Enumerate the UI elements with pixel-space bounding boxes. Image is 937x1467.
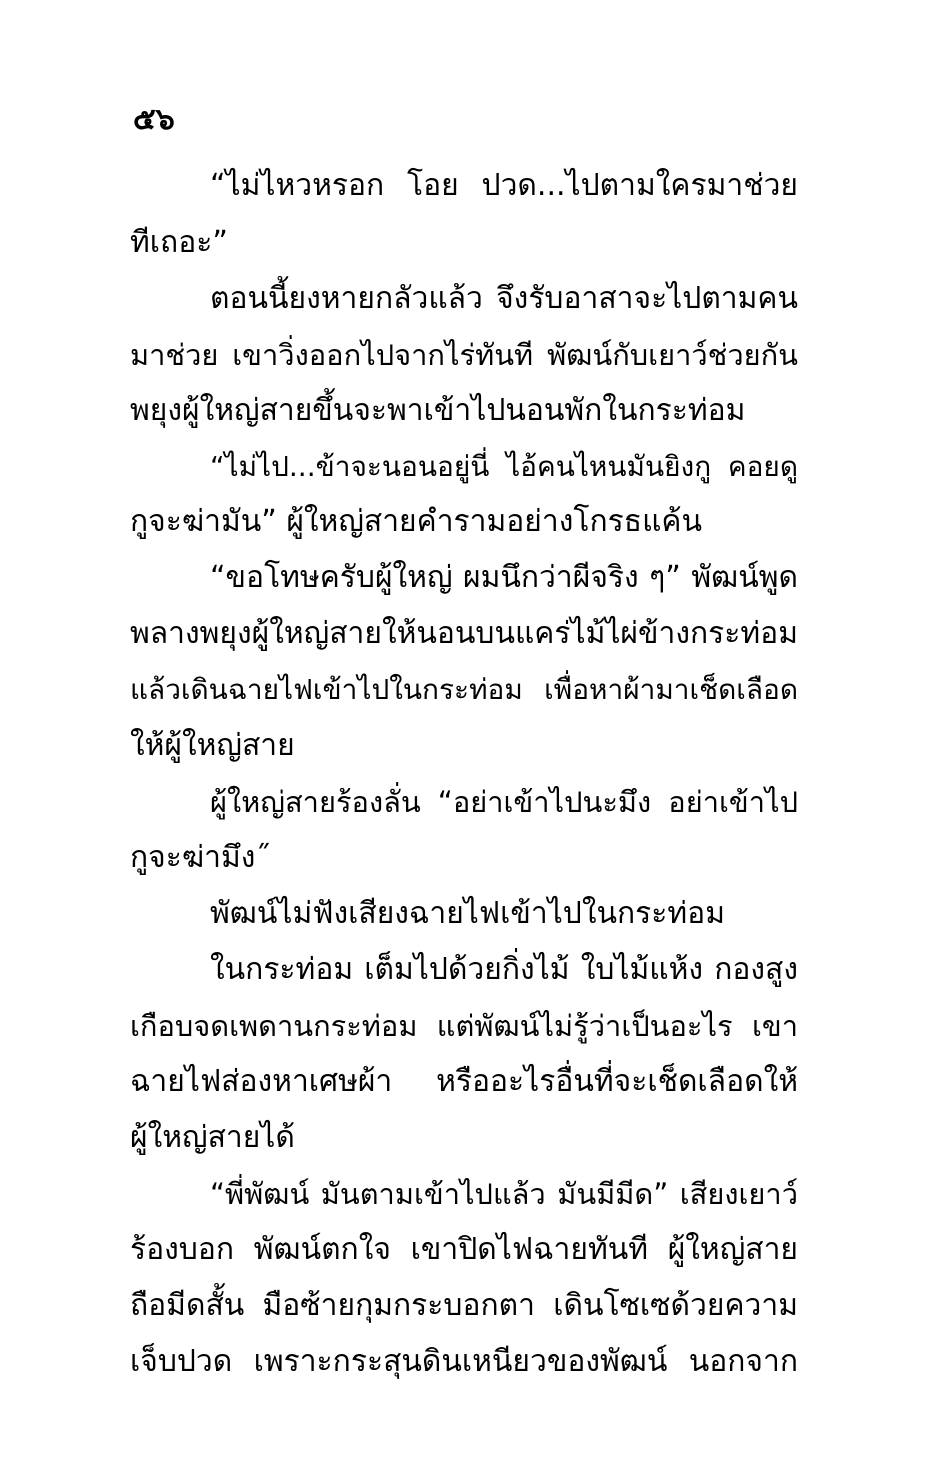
text-line: เจ็บปวด เพราะกระสุนดินเหนียวของพัฒน์ นอกจาก: [130, 1344, 798, 1379]
page-number: ๕๖: [133, 102, 175, 137]
text-line: พยุงผู้ใหญ่สายขึ้นจะพาเข้าไปนอนพักในกระท่อม: [130, 393, 746, 428]
text-line: ถือมีดสั้น มือซ้ายกุมกระบอกตา เดินโซเซด้วยความ: [130, 1288, 798, 1323]
text-line: ให้ผู้ใหญ่สาย: [130, 728, 295, 763]
text-line: พลางพยุงผู้ใหญ่สายให้นอนบนแคร่ไม้ไผ่ข้างกระท่อม: [130, 616, 798, 651]
text-line: กูจะฆ่ามัน” ผู้ใหญ่สายคำรามอย่างโกรธแค้น: [130, 504, 702, 539]
text-line: ผู้ใหญ่สายได้: [130, 1120, 295, 1155]
text-line: “ไม่ไหวหรอก โอย ปวด...ไปตามใครมาช่วย: [210, 168, 798, 203]
text-line: กูจะฆ่ามึง˝: [130, 840, 271, 875]
text-line: ในกระท่อม เต็มไปด้วยกิ่งไม้ ใบไม้แห้ง กองสูง: [210, 952, 798, 987]
text-line: “พี่พัฒน์ มันตามเข้าไปแล้ว มันมีมีด” เสียงเยาว์: [210, 1177, 798, 1211]
text-line: ผู้ใหญ่สายร้องลั่น “อย่าเข้าไปนะมึง อย่าเข้าไป: [210, 785, 798, 819]
text-line: พัฒน์ไม่ฟังเสียงฉายไฟเข้าไปในกระท่อม: [210, 896, 725, 931]
text-line: มาช่วย เขาวิ่งออกไปจากไร่ทันที พัฒน์กับเยาว์ช่วยกัน: [130, 338, 798, 372]
text-line: “ขอโทษครับผู้ใหญ่ ผมนึกว่าผีจริง ๆ” พัฒน์พูด: [210, 560, 798, 595]
text-line: เกือบจดเพดานกระท่อม แต่พัฒน์ไม่รู้ว่าเป็นอะไร เขา: [130, 1009, 798, 1043]
text-line: ฉายไฟส่องหาเศษผ้า หรืออะไรอื่นที่จะเช็ดเลือดให้: [130, 1064, 798, 1099]
text-line: แล้วเดินฉายไฟเข้าไปในกระท่อม เพื่อหาผ้ามาเช็ดเลือด: [130, 673, 798, 706]
text-line: ตอนนี้ยงหายกลัวแล้ว จึงรับอาสาจะไปตามคน: [210, 281, 798, 316]
text-line: ทีเถอะ”: [130, 225, 228, 260]
text-line: “ไม่ไป...ข้าจะนอนอยู่นี่ ไอ้คนไหนมันยิงกู คอยดู: [210, 450, 798, 483]
text-line: ร้องบอก พัฒน์ตกใจ เขาปิดไฟฉายทันที ผู้ใหญ่สาย: [130, 1232, 798, 1267]
